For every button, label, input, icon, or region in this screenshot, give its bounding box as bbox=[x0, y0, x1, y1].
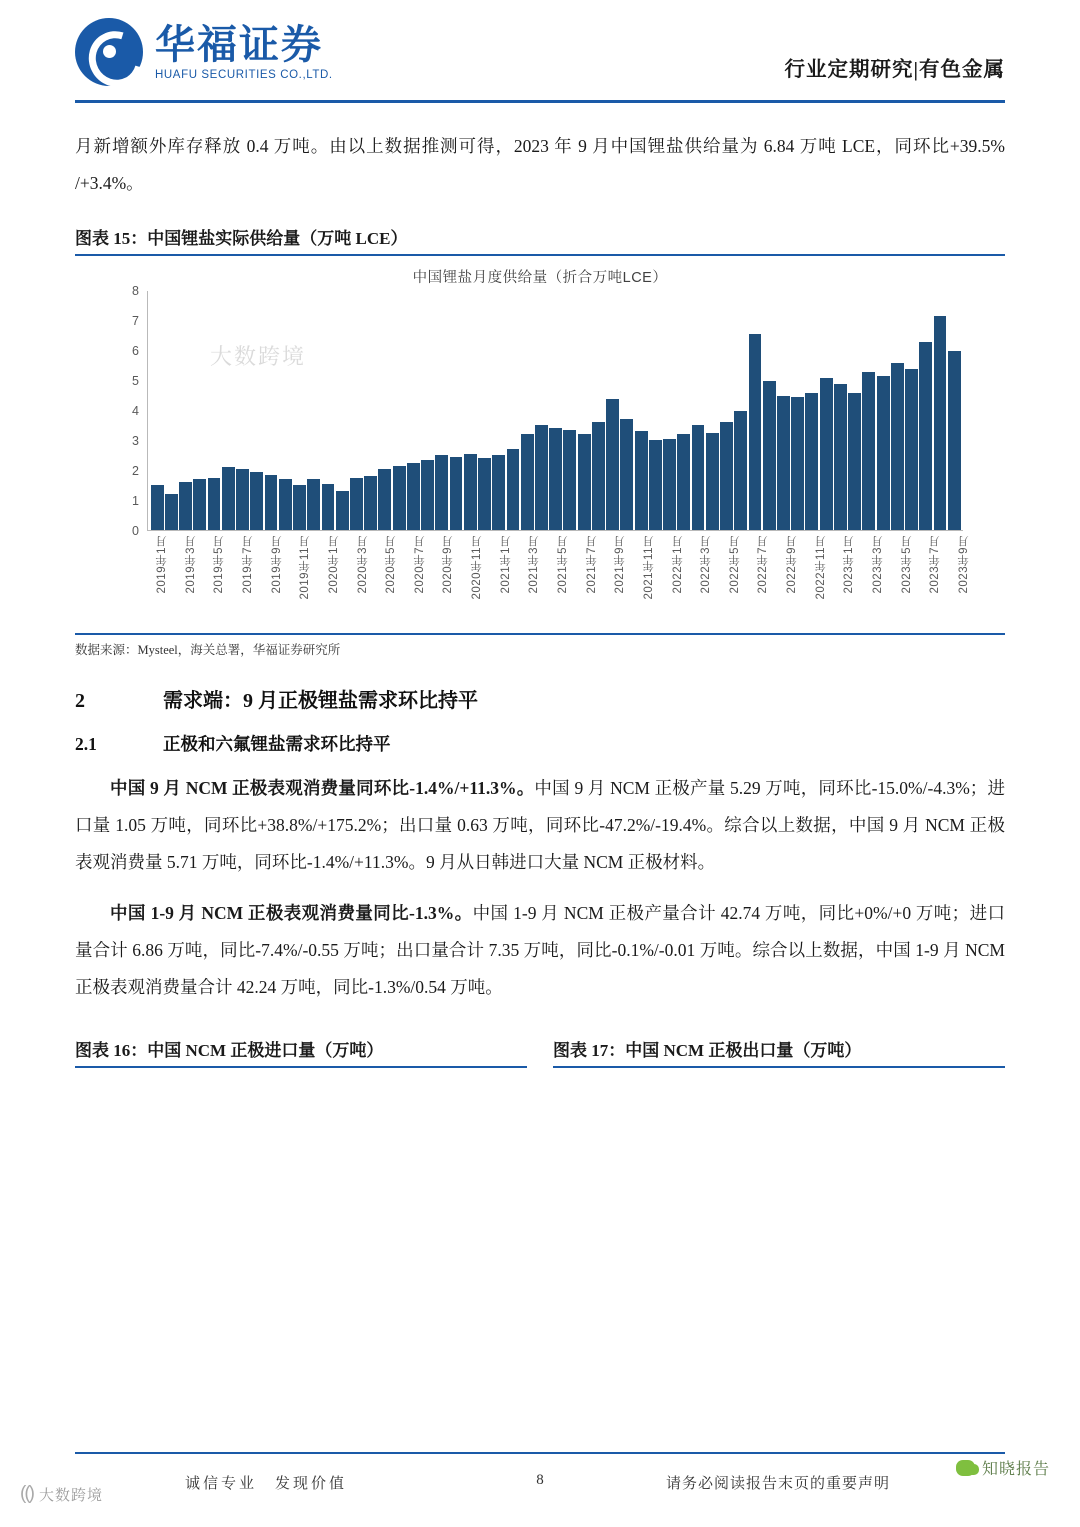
page-header bbox=[0, 0, 1080, 104]
bar bbox=[706, 433, 719, 530]
section-title: 需求端：9 月正极锂盐需求环比持平 bbox=[163, 689, 478, 712]
figure-15-rule-bottom bbox=[75, 633, 1005, 635]
page-number: 8 bbox=[536, 1472, 544, 1488]
y-tick-label: 3 bbox=[132, 434, 139, 448]
bar bbox=[507, 449, 520, 530]
paragraph-2 bbox=[75, 770, 1005, 881]
bar bbox=[848, 393, 861, 530]
bar bbox=[649, 440, 662, 530]
x-tick-label: 2021年9月 bbox=[614, 535, 627, 594]
x-tick-label: 2020年1月 bbox=[327, 535, 340, 594]
bar bbox=[393, 466, 406, 530]
bar bbox=[293, 485, 306, 530]
bar bbox=[151, 485, 164, 530]
bar bbox=[720, 422, 733, 530]
x-tick-label: 2021年7月 bbox=[585, 535, 598, 594]
bar bbox=[208, 478, 221, 530]
x-tick-label: 2023年7月 bbox=[929, 535, 942, 594]
bar bbox=[435, 455, 448, 530]
chart-title: 中国锂盐月度供给量（折合万吨LCE） bbox=[412, 270, 668, 286]
x-tick-label: 2022年5月 bbox=[728, 535, 741, 594]
bar bbox=[862, 372, 875, 530]
watermark-right-text: 知晓报告 bbox=[981, 1461, 1050, 1478]
huafu-logo-icon bbox=[75, 18, 143, 86]
logo-text-cn: 华福证券 bbox=[155, 21, 323, 67]
figure-16 bbox=[75, 1036, 527, 1068]
x-tick-label: 2019年9月 bbox=[270, 535, 283, 594]
x-tick-label: 2020年5月 bbox=[385, 535, 398, 594]
bar bbox=[222, 467, 235, 530]
x-tick-label: 2022年7月 bbox=[757, 535, 770, 594]
bar bbox=[635, 431, 648, 530]
figure-15-chart bbox=[75, 266, 1005, 631]
y-tick-label: 0 bbox=[132, 524, 139, 538]
bar bbox=[791, 397, 804, 530]
bar bbox=[464, 454, 477, 530]
page-footer bbox=[75, 1467, 1005, 1497]
bar bbox=[265, 475, 278, 530]
bar bbox=[307, 479, 320, 530]
figure-17-caption: 图表 17：中国 NCM 正极出口量（万吨） bbox=[553, 1040, 862, 1060]
y-tick-label: 7 bbox=[132, 314, 139, 328]
bar bbox=[535, 425, 548, 530]
bar bbox=[407, 463, 420, 530]
logo-text-en: HUAFU SECURITIES CO.,LTD. bbox=[155, 68, 333, 81]
section-number: 2 bbox=[75, 689, 85, 712]
bar bbox=[364, 476, 377, 530]
subsection-title: 正极和六氟锂盐需求环比持平 bbox=[163, 733, 391, 754]
y-tick-label: 4 bbox=[132, 404, 139, 418]
bar bbox=[834, 384, 847, 530]
bar bbox=[777, 396, 790, 530]
x-tick-label: 2021年3月 bbox=[528, 535, 541, 594]
y-tick-label: 6 bbox=[132, 344, 139, 358]
bar bbox=[521, 434, 534, 530]
x-tick-label: 2020年9月 bbox=[442, 535, 455, 594]
x-tick-label: 2022年11月 bbox=[814, 535, 827, 600]
figure-pair-16-17 bbox=[75, 1036, 1005, 1068]
bar bbox=[805, 393, 818, 530]
bar bbox=[578, 434, 591, 530]
bar bbox=[606, 399, 619, 530]
bar bbox=[877, 376, 890, 530]
y-axis-ticks bbox=[117, 284, 143, 538]
company-logo bbox=[75, 18, 333, 86]
bar bbox=[905, 369, 918, 530]
figure-15-source: 数据来源：Mysteel，海关总署，华福证券研究所 bbox=[75, 642, 341, 657]
bar bbox=[934, 316, 947, 530]
figure-15-rule-top bbox=[75, 254, 1005, 256]
subsection-heading-2-1 bbox=[75, 731, 1005, 756]
bar bbox=[450, 457, 463, 530]
x-tick-label: 2019年3月 bbox=[184, 535, 197, 594]
y-tick-label: 8 bbox=[132, 284, 139, 298]
bar bbox=[350, 478, 363, 530]
plot-area bbox=[147, 291, 963, 531]
bar bbox=[322, 484, 335, 530]
header-title: 行业定期研究|有色金属 bbox=[784, 59, 1005, 81]
paragraph-2-lead: 中国 9 月 NCM 正极表观消费量同环比-1.4%/+11.3%。 bbox=[110, 777, 535, 798]
paragraph-1: 月新增额外库存释放 0.4 万吨。由以上数据推测可得，2023 年 9 月中国锂盐供给量为 6.84 万吨 LCE，同环比+39.5% /+3.4%。 bbox=[75, 136, 1005, 193]
x-tick-label: 2022年1月 bbox=[671, 535, 684, 594]
bar bbox=[677, 434, 690, 530]
bar bbox=[734, 411, 747, 531]
bar bbox=[193, 479, 206, 530]
x-tick-label: 2019年1月 bbox=[156, 535, 169, 594]
paragraph-3-lead: 中国 1-9 月 NCM 正极表观消费量同比-1.3%。 bbox=[110, 902, 473, 923]
subsection-number: 2.1 bbox=[75, 733, 97, 754]
footer-slogan: 诚信专业 发现价值 bbox=[185, 1476, 348, 1492]
bar bbox=[620, 419, 633, 530]
x-tick-label: 2019年5月 bbox=[213, 535, 226, 594]
paragraph-3 bbox=[75, 895, 1005, 1006]
bar bbox=[250, 472, 263, 530]
bar bbox=[421, 460, 434, 530]
x-tick-label: 2023年3月 bbox=[871, 535, 884, 594]
bar bbox=[749, 334, 762, 530]
x-tick-label: 2023年5月 bbox=[900, 535, 913, 594]
bar bbox=[478, 458, 491, 530]
x-tick-label: 2021年5月 bbox=[557, 535, 569, 594]
x-tick-label: 2020年7月 bbox=[413, 535, 426, 594]
x-tick-label: 2023年1月 bbox=[843, 535, 856, 594]
bar bbox=[919, 342, 932, 530]
bar bbox=[492, 455, 505, 530]
bar bbox=[692, 425, 705, 530]
x-tick-label: 2021年1月 bbox=[499, 535, 512, 594]
y-tick-label: 5 bbox=[132, 374, 139, 388]
watermark-left-icon: (() bbox=[20, 1483, 33, 1504]
y-tick-label: 1 bbox=[132, 494, 139, 508]
figure-16-rule bbox=[75, 1066, 527, 1068]
header-divider bbox=[75, 100, 1005, 103]
figure-15-caption: 图表 15：中国锂盐实际供给量（万吨 LCE） bbox=[75, 229, 408, 248]
bar bbox=[549, 428, 562, 530]
bar bbox=[279, 479, 292, 530]
figure-15 bbox=[75, 224, 1005, 658]
x-tick-label: 2022年3月 bbox=[700, 535, 713, 594]
x-tick-label: 2019年11月 bbox=[299, 535, 312, 600]
center-watermark: 大数跨境 bbox=[210, 344, 307, 369]
bar bbox=[763, 381, 776, 530]
document-content bbox=[75, 128, 1005, 1068]
paragraph-3-body: 中国 1-9 月 NCM 正极产量合计 42.74 万吨，同比+0%/+0 万吨；进口量合计 6.86 万吨，同比-7.4%/-0.55 万吨；出口量合计 7.35 万吨，同比-0.1%/-0.01 万吨。综合以上数据，中国 1-9 月 NCM 正极表观消费量合计 42.24 万吨，同比-1.3%/0.54 万吨。 bbox=[75, 902, 1005, 997]
figure-16-caption: 图表 16：中国 NCM 正极进口量（万吨） bbox=[75, 1040, 384, 1060]
chart-plot bbox=[117, 284, 963, 538]
bar bbox=[592, 422, 605, 530]
bar bbox=[891, 363, 904, 530]
figure-17-rule bbox=[553, 1066, 1005, 1068]
section-heading-2 bbox=[75, 684, 1005, 713]
bar bbox=[563, 430, 576, 530]
x-tick-label: 2020年3月 bbox=[356, 535, 369, 594]
footer-disclaimer: 请务必阅读报告末页的重要声明 bbox=[665, 1476, 890, 1492]
x-tick-label: 2021年11月 bbox=[642, 535, 655, 600]
paragraph-2-body: 中国 9 月 NCM 正极产量 5.29 万吨，同环比-15.0%/-4.3%；进口量 1.05 万吨，同环比+38.8%/+175.2%；出口量 0.63 万吨，同环比-47.2%/-19.4%。综合以上数据，中国 9 月 NCM 正极表观消费量 5.71 万吨，同环比-1.4%/+11.3%。9 月从日韩进口大量 NCM 正极材料。 bbox=[75, 777, 1005, 872]
bar bbox=[179, 482, 192, 530]
y-tick-label: 2 bbox=[132, 464, 139, 478]
bar bbox=[378, 469, 391, 530]
bar bbox=[948, 351, 961, 530]
x-axis-ticks bbox=[147, 531, 970, 627]
bar bbox=[820, 378, 833, 530]
bar bbox=[236, 469, 249, 530]
x-tick-label: 2020年11月 bbox=[471, 535, 484, 600]
x-tick-label: 2019年7月 bbox=[242, 535, 255, 594]
watermark-left-text: 大数跨境 bbox=[38, 1487, 103, 1504]
bar bbox=[165, 494, 178, 530]
x-tick-label: 2022年9月 bbox=[786, 535, 799, 594]
x-tick-label: 2023年9月 bbox=[957, 535, 970, 594]
bar bbox=[663, 439, 676, 530]
figure-17 bbox=[553, 1036, 1005, 1068]
footer-divider bbox=[75, 1452, 1005, 1454]
bar bbox=[336, 491, 349, 530]
bar-series bbox=[148, 291, 963, 530]
